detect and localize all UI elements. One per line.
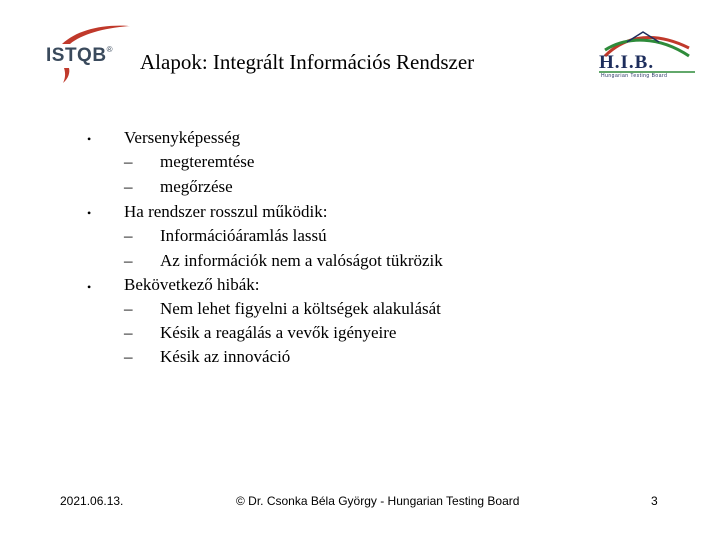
- page-title: Alapok: Integrált Információs Rendszer: [140, 50, 475, 74]
- section-heading: Bekövetkező hibák:: [124, 275, 260, 294]
- section-heading: Ha rendszer rosszul működik:: [124, 202, 328, 221]
- bullet-icon: •: [87, 280, 92, 294]
- hib-logo: [597, 30, 697, 82]
- dash-icon: –: [124, 299, 133, 318]
- list-item: Késik a reagálás a vevők igényeire: [160, 323, 397, 342]
- dash-icon: –: [124, 177, 133, 196]
- istqb-wordmark: ISTQB®: [46, 45, 113, 66]
- list-item: Az információk nem a valóságot tükrözik: [160, 251, 443, 270]
- dash-icon: –: [124, 323, 133, 342]
- bullet-icon: •: [87, 206, 92, 220]
- footer-copyright: © Dr. Csonka Béla György - Hungarian Testing Board: [236, 494, 520, 508]
- list-item: megőrzése: [160, 177, 233, 196]
- dash-icon: –: [124, 152, 133, 171]
- bullet-icon: •: [87, 132, 92, 146]
- footer-date: 2021.06.13.: [60, 494, 124, 508]
- dash-icon: –: [124, 251, 133, 270]
- istqb-logo: [42, 22, 137, 84]
- page-number: 3: [651, 494, 658, 508]
- list-item: Késik az innováció: [160, 347, 291, 366]
- hib-subtitle: Hungarian Testing Board: [601, 73, 668, 79]
- list-item: Nem lehet figyelni a költségek alakulását: [160, 299, 441, 318]
- list-item: Információáramlás lassú: [160, 226, 327, 245]
- dash-icon: –: [124, 347, 133, 366]
- section-heading: Versenyképesség: [124, 128, 241, 147]
- hib-wordmark: H.I.B.: [599, 52, 655, 73]
- list-item: megteremtése: [160, 152, 255, 171]
- dash-icon: –: [124, 226, 133, 245]
